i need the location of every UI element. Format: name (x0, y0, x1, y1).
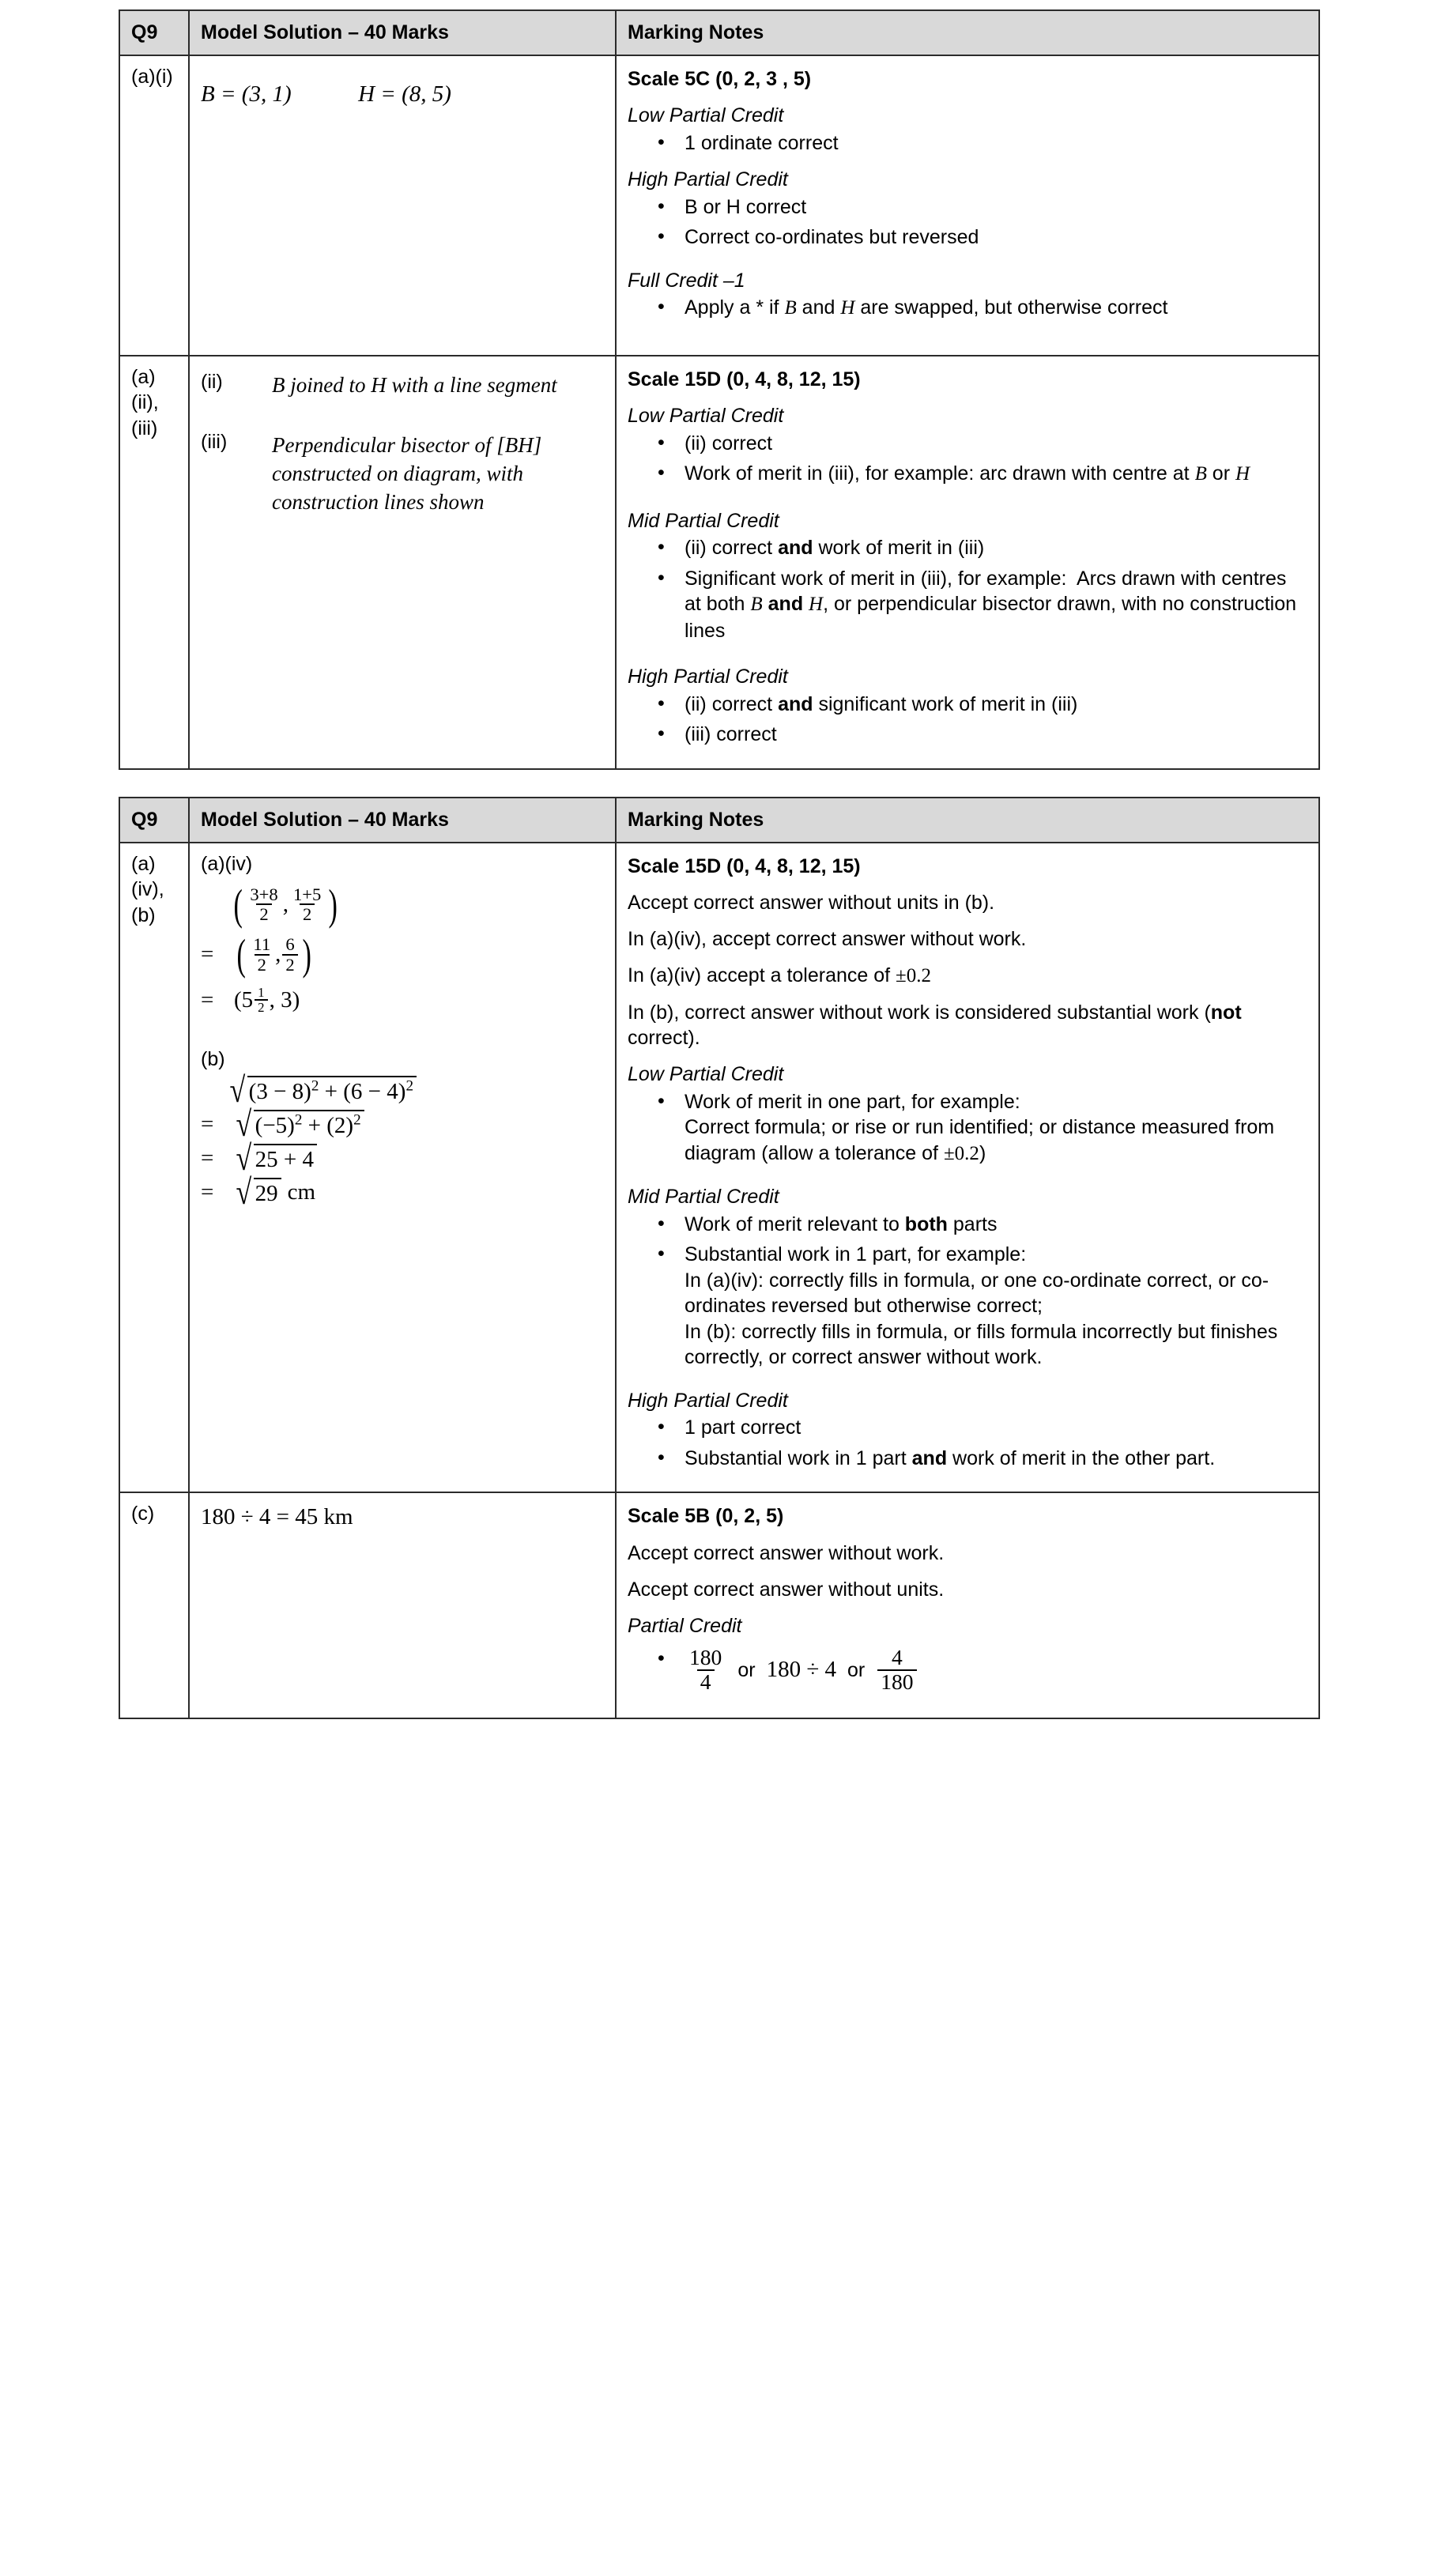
part-b-label: (b) (201, 1047, 225, 1070)
question-label: (c) (119, 1492, 189, 1718)
marking-scheme-table-1 (119, 9, 1320, 770)
or-label: or (737, 1658, 756, 1681)
note-paragraph: In (a)(iv), accept correct answer without work. (628, 928, 1027, 950)
table-row (119, 1492, 1319, 1718)
question-label-line: (a) (131, 852, 156, 875)
midpoint-result: = (5 $\frac{1}{2}$ , 3) (201, 984, 300, 1016)
list-item: • Work of merit in one part, for example: Correct formula; or rise or run identified; or distance measured from diagram (allow a tolerance of ±0.2) (685, 1089, 1307, 1167)
midpoint-substitution: ( $\frac{3+8}{2}$ , $\frac{1+5}{2}$ ) (233, 880, 338, 929)
solution-item-ii (201, 371, 604, 399)
table-header-row (119, 798, 1319, 843)
column-header-model-solution: Model Solution – 40 Marks (189, 798, 616, 843)
bullet-list-full (628, 295, 1307, 322)
bullet-list-high (628, 692, 1307, 748)
or-label: or (847, 1658, 866, 1681)
item-text: B joined to H with a line segment (272, 372, 557, 397)
note-paragraph: Accept correct answer without units. (628, 1578, 945, 1601)
distance-step-2: = √ $(-5)^2 + (2)^2$ (201, 1110, 604, 1139)
scale-heading: Scale 15D (0, 4, 8, 12, 15) (628, 368, 861, 390)
coordinate-equations (201, 81, 604, 107)
list-item (685, 1646, 1307, 1694)
part-a-iv-label: (a)(iv) (201, 852, 253, 875)
list-item: • (ii) correct and significant work of merit in (iii) (685, 692, 1307, 718)
scale-heading: Scale 5C (0, 2, 3 , 5) (628, 67, 812, 90)
note-paragraph: In (a)(iv) accept a tolerance of ±0.2 (628, 964, 932, 986)
column-header-model-solution: Model Solution – 40 Marks (189, 10, 616, 55)
marking-notes-cell (616, 356, 1319, 769)
fraction-4-over-180: $\frac{4}{180}$ (877, 1646, 916, 1694)
list-item: • B or H correct (685, 194, 1307, 221)
solution-item-iii (201, 431, 604, 517)
question-label-line: (a) (131, 365, 156, 388)
question-label: (a)(i) (119, 55, 189, 356)
credit-heading-mid: Mid Partial Credit (628, 1186, 779, 1208)
marking-scheme-table-2 (119, 797, 1320, 1719)
bullet-list-low (628, 431, 1307, 488)
fraction-180-over-4: • $\frac{180}{4}$ (689, 1645, 722, 1694)
question-label (119, 843, 189, 1493)
question-label-line: (b) (131, 903, 156, 926)
bullet-list-partial (628, 1646, 1307, 1694)
list-item: • Work of merit relevant to both parts (685, 1212, 1307, 1238)
model-solution-cell (189, 55, 616, 356)
scale-heading: Scale 5B (0, 2, 5) (628, 1505, 784, 1527)
scale-heading: Scale 15D (0, 4, 8, 12, 15) (628, 854, 861, 877)
note-paragraph: Accept correct answer without work. (628, 1541, 945, 1564)
credit-heading-partial: Partial Credit (628, 1614, 742, 1637)
question-label-line: (iv), (131, 878, 164, 900)
marking-notes-cell (616, 843, 1319, 1493)
model-solution-cell (189, 356, 616, 769)
question-label (119, 356, 189, 769)
model-solution-cell (189, 1492, 616, 1718)
column-header-marking-notes: Marking Notes (616, 10, 1319, 55)
credit-heading-low: Low Partial Credit (628, 104, 784, 127)
list-item: • (ii) correct and work of merit in (iii) (685, 535, 1307, 561)
column-header-marking-notes: Marking Notes (616, 798, 1319, 843)
bullet-list-low (628, 1089, 1307, 1167)
question-label-line: (ii), (131, 391, 159, 414)
bullet-list-high (628, 194, 1307, 251)
point-b-equation: B = (3, 1) (201, 81, 292, 107)
note-paragraph: In (b), correct answer without work is considered substantial work (not correct). (628, 1001, 1242, 1049)
division-expression-inline: 180 ÷ 4 (766, 1657, 836, 1683)
table-row (119, 843, 1319, 1493)
item-label: (ii) (201, 370, 223, 393)
list-item: • Apply a * if B and H are swapped, but otherwise correct (685, 295, 1307, 322)
bullet-list-mid (628, 535, 1307, 643)
distance-step-3: = √ 25 + 4 (201, 1144, 604, 1173)
bullet-list-high (628, 1415, 1307, 1471)
credit-heading-high: High Partial Credit (628, 666, 788, 688)
credit-heading-high: High Partial Credit (628, 1389, 788, 1412)
column-header-question: Q9 (119, 798, 189, 843)
table-header-row (119, 10, 1319, 55)
list-item: • 1 ordinate correct (685, 130, 1307, 157)
list-item: • Significant work of merit in (iii), for example: Arcs drawn with centres at both B and H, or perpendicular bisector drawn, with no construction lines (685, 566, 1307, 644)
list-item: • (ii) correct (685, 431, 1307, 457)
point-h-equation: H = (8, 5) (358, 81, 451, 107)
table-row (119, 356, 1319, 769)
model-solution-cell (189, 843, 616, 1493)
bullet-list-low (628, 130, 1307, 157)
credit-heading-low: Low Partial Credit (628, 1063, 784, 1085)
column-header-question: Q9 (119, 10, 189, 55)
midpoint-simplified: = ( $\frac{11}{2}$ , $\frac{6}{2}$ ) (201, 930, 311, 979)
list-item: • Substantial work in 1 part, for example: In (a)(iv): correctly fills in formula, or one co-ordinate correct, or co-ordinates reversed but otherwise correct; In (b): correctly fills in formula, or fills formula incorrectly but finishes correctly, or correct answer without work. (685, 1242, 1307, 1371)
division-expression: 180 ÷ 4 = 45 km (201, 1504, 353, 1529)
marking-notes-cell (616, 1492, 1319, 1718)
distance-substitution: √ $(3 - 8)^2 + (6 - 4)^2$ (228, 1076, 604, 1105)
list-item: • Work of merit in (iii), for example: arc drawn with centre at B or H (685, 461, 1307, 488)
credit-heading-low: Low Partial Credit (628, 405, 784, 428)
item-text: Perpendicular bisector of [BH] constructed on diagram, with construction lines shown (272, 432, 542, 515)
distance-result: = √ 29 cm (201, 1171, 316, 1212)
note-paragraph: Accept correct answer without units in (b). (628, 892, 995, 914)
credit-heading-mid: Mid Partial Credit (628, 509, 779, 532)
table-row (119, 55, 1319, 356)
list-item: • 1 part correct (685, 1415, 1307, 1441)
list-item: • (iii) correct (685, 722, 1307, 748)
list-item: • Correct co-ordinates but reversed (685, 224, 1307, 251)
item-label: (iii) (201, 430, 228, 453)
bullet-list-mid (628, 1212, 1307, 1371)
marking-notes-cell (616, 55, 1319, 356)
question-label-line: (iii) (131, 417, 158, 439)
list-item: • Substantial work in 1 part and work of merit in the other part. (685, 1446, 1307, 1472)
credit-heading-high: High Partial Credit (628, 168, 788, 191)
credit-heading-full: Full Credit –1 (628, 269, 745, 292)
